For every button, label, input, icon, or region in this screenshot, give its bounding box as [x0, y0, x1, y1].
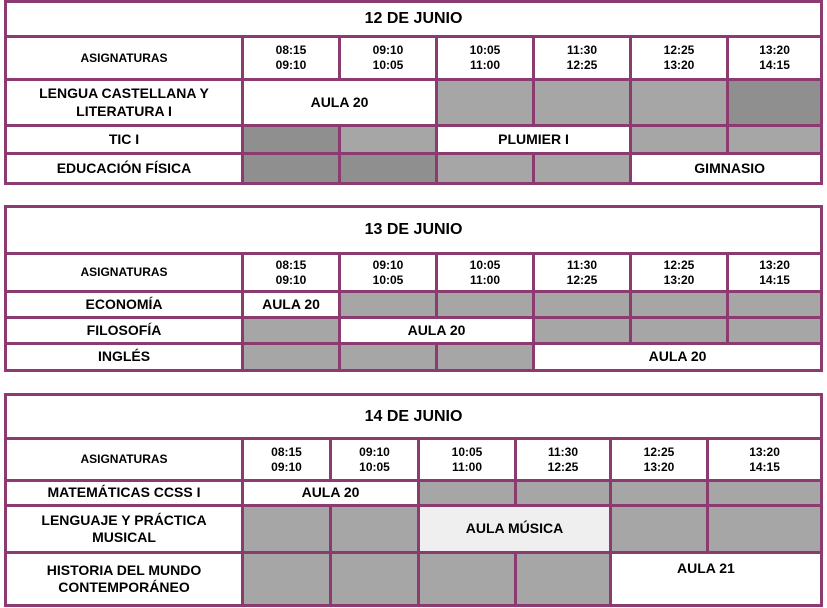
free-slot: [243, 126, 340, 154]
day-title: 13 DE JUNIO: [6, 207, 822, 254]
free-slot: [631, 126, 728, 154]
free-slot: [243, 553, 331, 606]
free-slot: [534, 154, 631, 184]
time-slot-header: 11:30 12:25: [516, 439, 611, 481]
room-cell: AULA 20: [243, 80, 437, 126]
free-slot: [728, 292, 822, 318]
free-slot: [728, 318, 822, 344]
time-slot-header: 11:30 12:25: [534, 254, 631, 292]
subject-cell: LENGUA CASTELLANA Y LITERATURA I: [6, 80, 243, 126]
day-title: 14 DE JUNIO: [6, 395, 822, 439]
subject-cell: INGLÉS: [6, 344, 243, 371]
room-cell: PLUMIER I: [437, 126, 631, 154]
free-slot: [611, 506, 708, 553]
time-slot-header: 12:25 13:20: [631, 254, 728, 292]
room-cell: GIMNASIO: [631, 154, 822, 184]
free-slot: [437, 292, 534, 318]
free-slot: [331, 553, 419, 606]
time-slot-header: 12:25 13:20: [631, 37, 728, 80]
free-slot: [419, 481, 516, 506]
free-slot: [534, 80, 631, 126]
free-slot: [708, 506, 822, 553]
time-slot-header: 10:05 11:00: [419, 439, 516, 481]
room-cell: AULA MÚSICA: [419, 506, 611, 553]
free-slot: [728, 80, 822, 126]
free-slot: [631, 292, 728, 318]
subject-cell: FILOSOFÍA: [6, 318, 243, 344]
room-cell: AULA 20: [243, 481, 419, 506]
asignaturas-header: ASIGNATURAS: [6, 254, 243, 292]
room-cell: AULA 20: [340, 318, 534, 344]
time-slot-header: 13:20 14:15: [728, 37, 822, 80]
free-slot: [419, 553, 516, 606]
room-cell: AULA 20: [534, 344, 822, 371]
free-slot: [340, 292, 437, 318]
time-slot-header: 09:10 10:05: [340, 37, 437, 80]
subject-cell: ECONOMÍA: [6, 292, 243, 318]
free-slot: [516, 553, 611, 606]
time-slot-header: 13:20 14:15: [728, 254, 822, 292]
free-slot: [534, 318, 631, 344]
free-slot: [708, 481, 822, 506]
free-slot: [437, 154, 534, 184]
time-slot-header: 12:25 13:20: [611, 439, 708, 481]
subject-cell: LENGUAJE Y PRÁCTICA MUSICAL: [6, 506, 243, 553]
asignaturas-header: ASIGNATURAS: [6, 37, 243, 80]
time-slot-header: 10:05 11:00: [437, 254, 534, 292]
free-slot: [631, 80, 728, 126]
free-slot: [331, 506, 419, 553]
free-slot: [437, 344, 534, 371]
day-title: 12 DE JUNIO: [6, 2, 822, 37]
subject-cell: MATEMÁTICAS CCSS I: [6, 481, 243, 506]
schedule-table-12-junio: [4, 0, 823, 185]
time-slot-header: 13:20 14:15: [708, 439, 822, 481]
subject-cell: TIC I: [6, 126, 243, 154]
room-cell: AULA 21: [611, 553, 822, 606]
free-slot: [243, 154, 340, 184]
free-slot: [340, 126, 437, 154]
time-slot-header: 09:10 10:05: [331, 439, 419, 481]
free-slot: [340, 344, 437, 371]
time-slot-header: 08:15 09:10: [243, 254, 340, 292]
free-slot: [631, 318, 728, 344]
free-slot: [516, 481, 611, 506]
schedule-table-14-junio: [4, 393, 823, 607]
time-slot-header: 08:15 09:10: [243, 37, 340, 80]
subject-cell: HISTORIA DEL MUNDO CONTEMPORÁNEO: [6, 553, 243, 606]
time-slot-header: 10:05 11:00: [437, 37, 534, 80]
time-slot-header: 09:10 10:05: [340, 254, 437, 292]
room-cell: AULA 20: [243, 292, 340, 318]
free-slot: [437, 80, 534, 126]
free-slot: [728, 126, 822, 154]
time-slot-header: 08:15 09:10: [243, 439, 331, 481]
free-slot: [243, 318, 340, 344]
free-slot: [243, 506, 331, 553]
schedule-table-13-junio: [4, 205, 823, 372]
time-slot-header: 11:30 12:25: [534, 37, 631, 80]
asignaturas-header: ASIGNATURAS: [6, 439, 243, 481]
free-slot: [611, 481, 708, 506]
subject-cell: EDUCACIÓN FÍSICA: [6, 154, 243, 184]
free-slot: [340, 154, 437, 184]
free-slot: [243, 344, 340, 371]
free-slot: [534, 292, 631, 318]
